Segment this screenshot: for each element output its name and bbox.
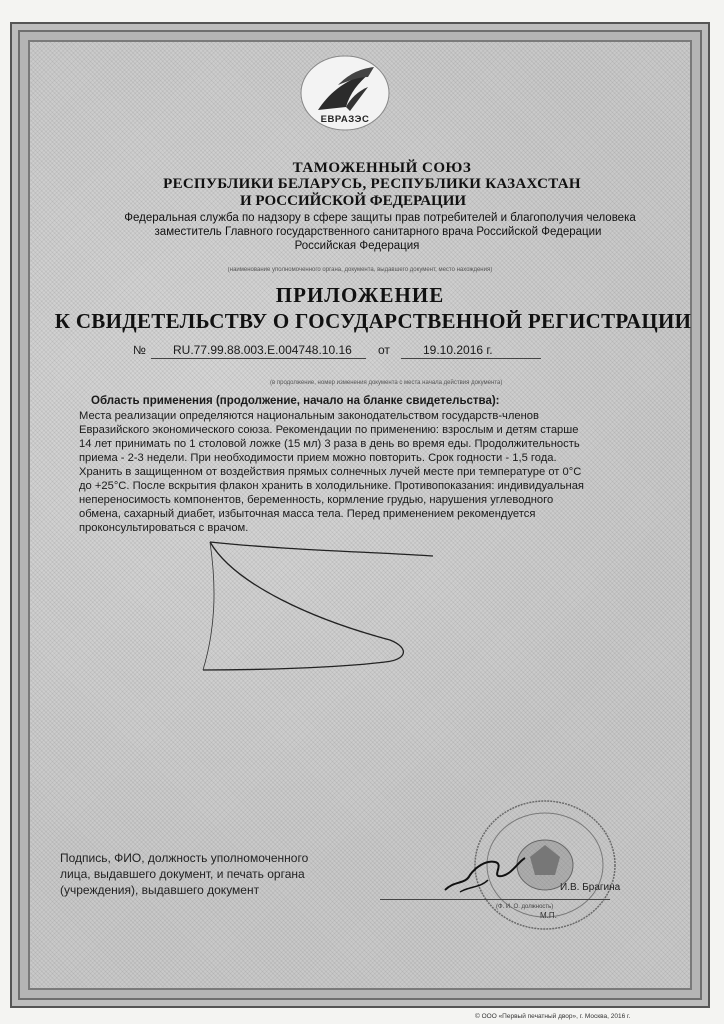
body-line: непереносимость компонентов, беременность, кормление грудью, нарушения углеводного [79,494,554,506]
seal-place-label: М.П. [540,911,557,920]
header-deputy: заместитель Главного государственного санитарного врача Российской Федерации [154,226,602,238]
signature-caption [60,850,308,898]
header-service: Федеральная служба по надзору в сфере защиты прав потребителей и благополучия человека [124,212,636,224]
signature-line-1: Подпись, ФИО, должность уполномоченного [60,851,309,865]
section-heading: Область применения (продолжение, начало на бланке свидетельства): [91,395,500,407]
registration-date: 19.10.2016 г. [423,343,493,357]
body-line: 14 лет принимать по 1 столовой ложке (15 мл) 3 раза в день во время еды. Продолжительность [79,438,580,450]
number-label: № [133,343,146,357]
document-title: ПРИЛОЖЕНИЕ [275,283,445,307]
header-country: Российская Федерация [294,240,420,252]
signature-line-2: лица, выдавшего документ, и печать органа [60,867,305,881]
signature-icon [440,850,530,900]
registration-row [133,343,563,361]
body-line: проконсультироваться с врачом. [79,522,249,534]
header-republics: РЕСПУБЛИКИ БЕЛАРУСЬ, РЕСПУБЛИКИ КАЗАХСТАН [163,176,581,192]
eurasec-emblem [298,55,392,135]
registration-number: RU.77.99.88.003.E.004748.10.16 [173,343,352,357]
date-underline [401,358,541,359]
header-russian-federation: И РОССИЙСКОЙ ФЕДЕРАЦИИ [239,193,467,209]
signature-line-3: (учреждения), выдавшего документ [60,883,260,897]
number-caption: (в продолжение, номер изменения документа с места начала действия документа) [270,380,503,386]
signatory-name: И.В. Брагина [560,882,621,893]
date-label: от [378,343,390,357]
body-line: приема - 2-3 недели. При необходимости прием можно повторить. Срок годности - 1,5 года. [79,452,557,464]
number-underline [151,358,366,359]
authority-caption: (наименование уполномоченного органа, документа, выдавшего документ, место нахождения) [227,267,493,273]
fio-caption: (Ф. И. О. должность) [496,904,554,910]
z-strike-mark [195,530,445,680]
body-line: Евразийского экономического союза. Рекомендации по применению: взрослым и детям старше [79,424,579,436]
signature-underline [380,899,610,900]
document-subtitle: К СВИДЕТЕЛЬСТВУ О ГОСУДАРСТВЕННОЙ РЕГИСТРАЦИИ [54,309,692,333]
header-customs-union: ТАМОЖЕННЫЙ СОЮЗ [292,160,472,176]
body-line: Места реализации определяются национальным законодательством государств-членов [79,410,539,422]
printer-footer: © ООО «Первый печатный двор», г. Москва, 2016 г. [475,1013,631,1020]
body-line: до +25°С. После вскрытия флакон хранить в холодильнике. Противопоказания: индивидуальная [79,480,584,492]
body-line: обмена, сахарный диабет, избыточная масса тела. Перед применением рекомендуется [79,508,536,520]
body-line: Хранить в защищенном от воздействия прямых солнечных лучей месте при температуре от 0°С [79,466,582,478]
emblem-label: ЕВРАЗЭС [320,114,370,125]
